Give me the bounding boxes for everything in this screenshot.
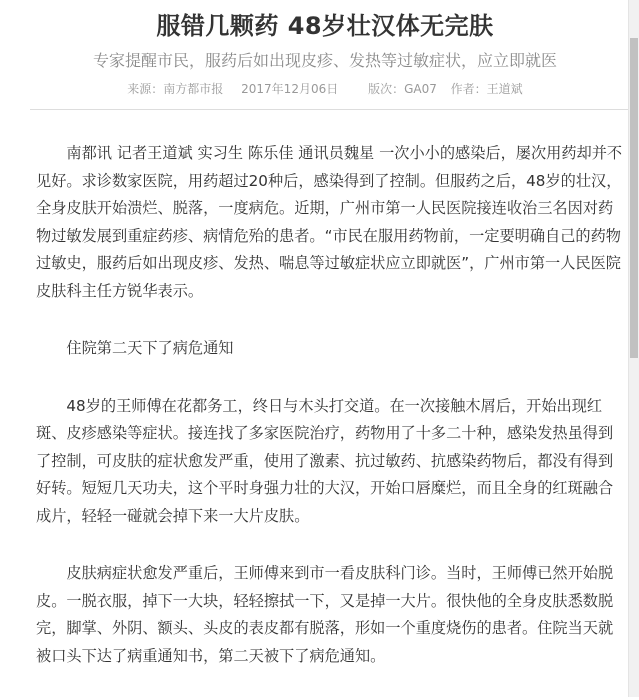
paragraph-symptoms: 皮肤病症状愈发严重后，王师傅来到市一看皮肤科门诊。当时，王师傅已然开始脱皮。一脱衣服，掉下一大块，轻轻擦拭一下，又是掉一大片。很快他的全身皮肤悉数脱完，脚掌、外阴、额头、头皮的表皮都有脱落，形如一个重度烧伤的患者。住院当天就被口头下达了病重通知书，第二天被下了病危通知。	[36, 564, 614, 665]
paragraph-case: 48岁的王师傅在花都务工，终日与木头打交道。在一次接触木屑后，开始出现红斑、皮疹感染等症状。接连找了多家医院治疗，药物用了十多二十种，感染发热虽得到了控制，可皮肤的症状愈发严重，使用了激素、抗过敏药、抗感染药物后，都没有得到好转。短短几天功夫，这个平时身强力壮的大汉，开始口唇糜烂，而且全身的红斑融合成片，轻轻一碰就会掉下来一大片皮肤。	[36, 396, 614, 525]
article-body	[36, 140, 626, 700]
meta-page: 版次：GA07	[368, 82, 437, 96]
article-subtitle: 专家提醒市民，服药后如出现皮疹、发热等过敏症状，应立即就医	[92, 51, 557, 70]
meta-author: 作者：王道斌	[450, 82, 523, 96]
vertical-scrollbar[interactable]	[628, 0, 639, 697]
article-meta	[0, 80, 639, 97]
article-title: 服错几颗药 48岁壮汉体无完肤	[156, 12, 494, 40]
header-divider	[30, 109, 628, 110]
meta-source: 来源：南方都市报	[127, 82, 224, 96]
section-heading: 住院第二天下了病危通知	[36, 339, 234, 357]
meta-date: 2017年12月06日	[241, 82, 339, 96]
scrollbar-thumb[interactable]	[630, 38, 638, 358]
paragraph-intro: 南都讯 记者王道斌 实习生 陈乐佳 通讯员魏星 一次小小的感染后，屡次用药却并不见好。求诊数家医院，用药超过20种后，感染得到了控制。但服药之后，48岁的壮汉，全身皮肤开始溃烂、脱落，一度病危。近期，广州市第一人民医院接连收治三名因对药物过敏发展到重症药疹、病情危殆的患者。“市民在服用药物前，一定要明确自己的药物过敏史，服药后如出现皮疹、发热、喘息等过敏症状应立即就医”，广州市第一人民医院皮肤科主任方锐华表示。	[36, 144, 623, 300]
